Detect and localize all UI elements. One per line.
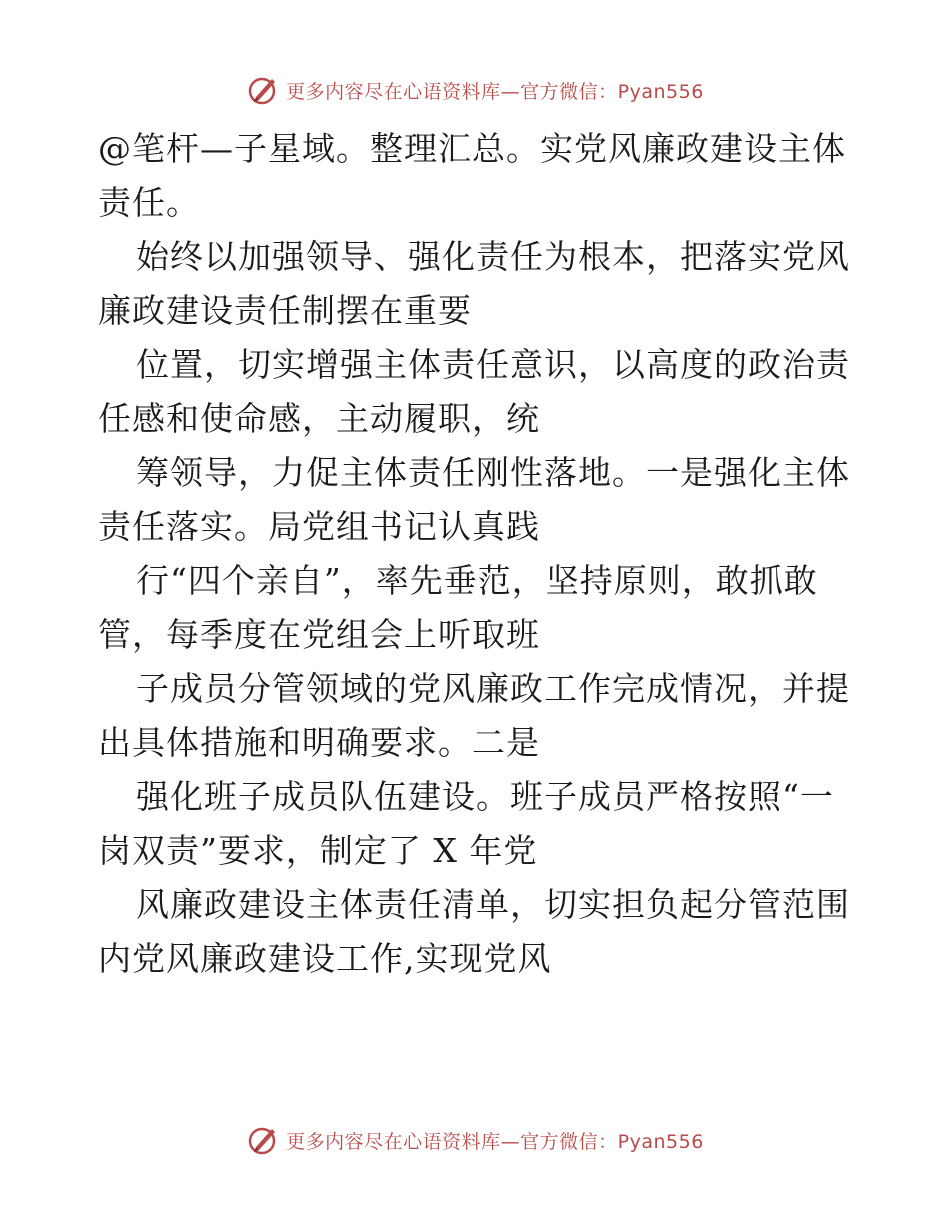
pen-logo-icon	[246, 1123, 280, 1157]
document-body	[98, 122, 858, 986]
text-line: 始终以加强领导、强化责任为根本，把落实党风	[136, 237, 850, 276]
text-line: @笔杆—子星域。整理汇总。实党风廉政建设主体	[98, 129, 846, 168]
footer-watermark	[0, 1120, 950, 1160]
text-line: 强化班子成员队伍建设。班子成员严格按照“一	[136, 777, 834, 816]
text-line: 位置，切实增强主体责任意识，以高度的政治责	[136, 345, 850, 384]
text-line: 风廉政建设主体责任清单，切实担负起分管范围	[136, 885, 850, 924]
text-line: 管，每季度在党组会上听取班	[98, 615, 540, 654]
footer-watermark-text: 更多内容尽在心语资料库—官方微信：Pyan556	[286, 1130, 704, 1153]
text-line: 岗双责”要求，制定了 X 年党	[98, 831, 538, 870]
text-line: 内党风廉政建设工作,实现党风	[98, 939, 552, 978]
header-watermark-text: 更多内容尽在心语资料库—官方微信：Pyan556	[286, 80, 704, 103]
header-watermark	[0, 70, 950, 110]
text-line: 责任落实。局党组书记认真践	[98, 507, 540, 546]
text-line: 出具体措施和明确要求。二是	[98, 723, 540, 762]
pen-logo-icon	[246, 73, 280, 107]
text-line: 任感和使命感，主动履职，统	[98, 399, 540, 438]
text-line: 子成员分管领域的党风廉政工作完成情况，并提	[136, 669, 850, 708]
text-line: 行“四个亲自”，率先垂范，坚持原则，敢抓敢	[136, 561, 818, 600]
text-line: 筹领导，力促主体责任刚性落地。一是强化主体	[136, 453, 850, 492]
text-line: 廉政建设责任制摆在重要	[98, 291, 472, 330]
text-line: 责任。	[98, 183, 200, 222]
